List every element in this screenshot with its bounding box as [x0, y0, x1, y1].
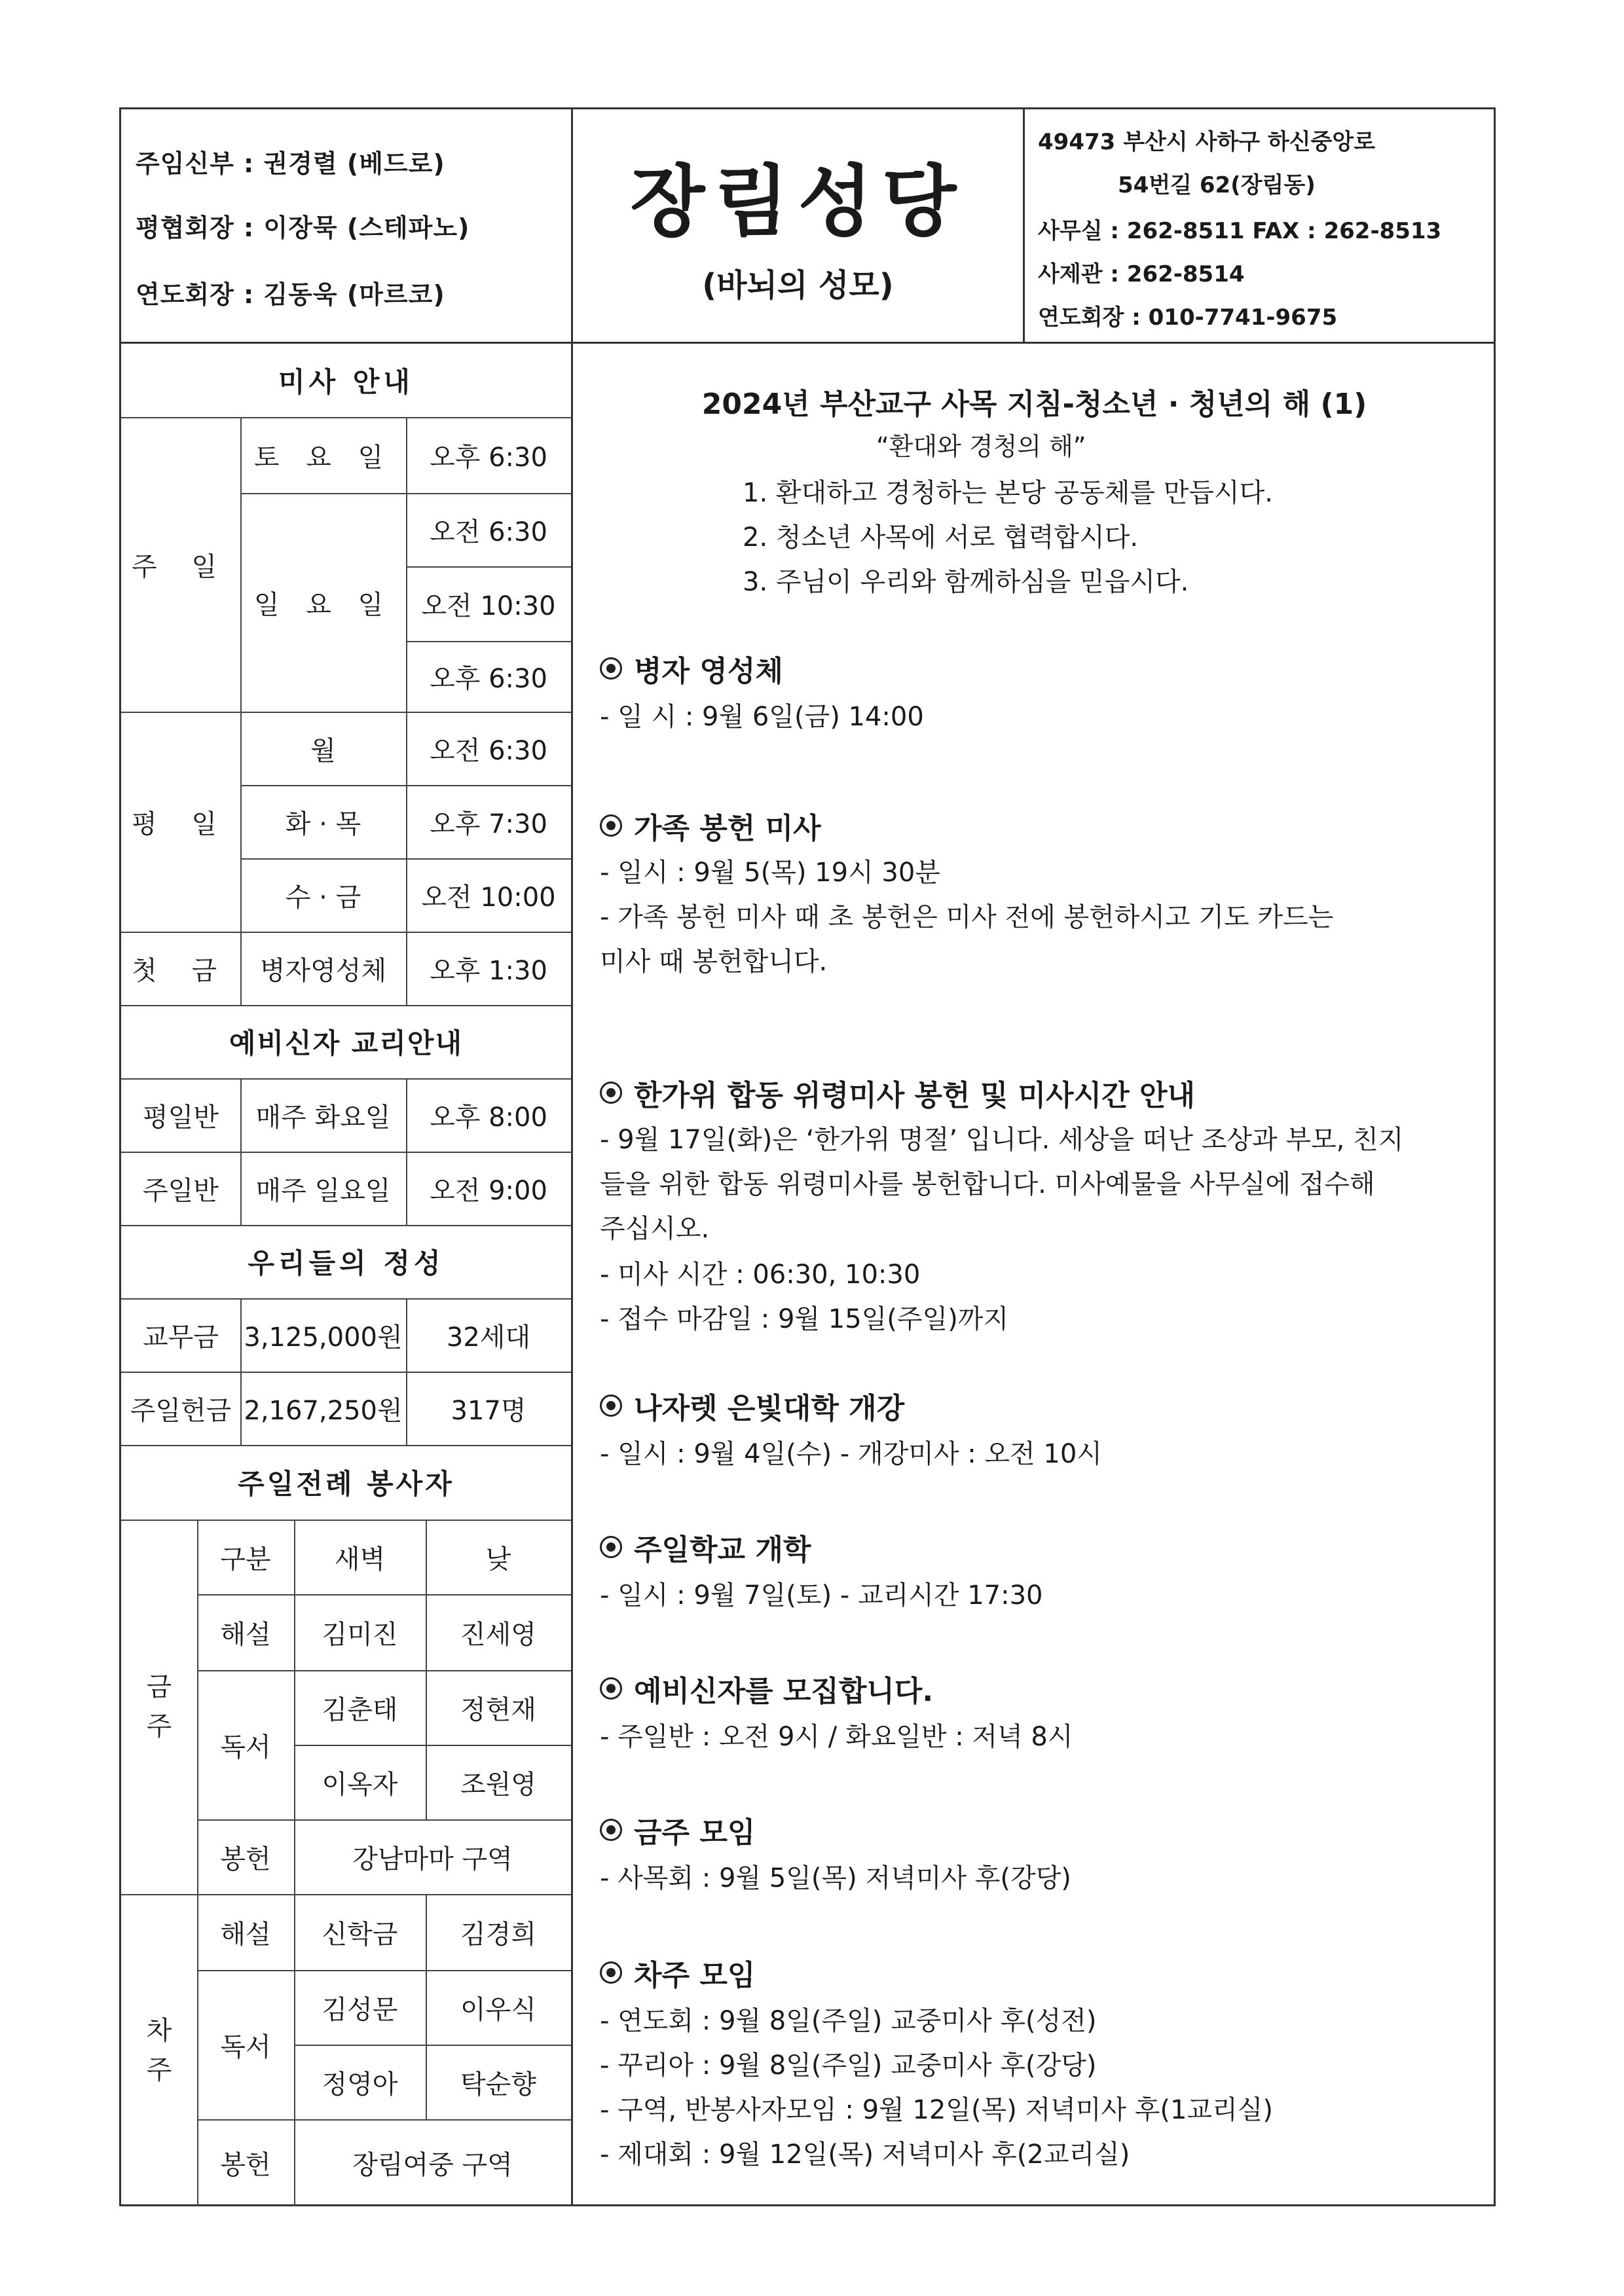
rectory-phone: 사제관 : 262-8514 [1038, 261, 1245, 287]
office-phone: 사무실 : 262-8511 FAX : 262-8513 [1038, 218, 1442, 244]
notice-line: - 일시 : 9월 5(목) 19시 30분 [600, 858, 940, 888]
bullet-icon [600, 1677, 622, 1700]
church-name: 장림성당 [630, 156, 966, 247]
server-name: 신학금 [322, 1919, 398, 1950]
server-name: 김경희 [460, 1919, 536, 1950]
bullet-icon [600, 1082, 622, 1104]
notice-heading-text: 주일학교 개학 [634, 1533, 811, 1567]
notice-line: 들을 위한 합동 위령미사를 봉헌합니다. 미사예물을 사무실에 접수해 [600, 1169, 1375, 1199]
first-friday-label: 첫 금 [132, 955, 230, 986]
servers-header-dawn: 새벽 [334, 1544, 386, 1575]
offerings-title: 우리들의 정성 [248, 1247, 445, 1279]
catechumen-class-day: 매주 일요일 [255, 1175, 391, 1206]
sunday-day-label: 일 요 일 [253, 589, 393, 620]
weekday-day: 수 · 금 [285, 882, 361, 913]
weekday-time: 오전 10:00 [421, 882, 556, 913]
mass-guide-title: 미사 안내 [278, 366, 414, 398]
saturday-label: 토 요 일 [253, 442, 393, 473]
sunday-mass-time: 오전 10:30 [421, 591, 556, 621]
notice-heading-text: 병자 영성체 [634, 655, 783, 688]
notice-line: - 미사 시간 : 06:30, 10:30 [600, 1260, 921, 1290]
contact-panel [1025, 109, 1494, 344]
bullet-icon [600, 1819, 622, 1841]
pastoral-subtitle: “환대와 경청의 해” [876, 432, 1086, 461]
weekday-day: 화 · 목 [285, 809, 361, 839]
pastoral-item: 2. 청소년 사목에 서로 협력합시다. [743, 522, 1139, 553]
offering-label: 교무금 [143, 1322, 219, 1353]
bullet-icon [600, 1394, 622, 1417]
server-name: 이우식 [460, 1994, 536, 2025]
weekday-time: 오후 7:30 [430, 809, 547, 839]
notice-heading [600, 1526, 811, 1568]
servers-header-day: 낮 [485, 1544, 511, 1575]
officers-panel [121, 109, 573, 344]
server-name: 탁순향 [460, 2069, 536, 2100]
catechumen-class-time: 오후 8:00 [430, 1102, 547, 1133]
notice-line: - 주일반 : 오전 9시 / 화요일반 : 저녁 8시 [600, 1722, 1073, 1752]
notice-heading-text: 나자렛 은빛대학 개강 [634, 1392, 905, 1425]
this-week-label: 금 주 [146, 1672, 172, 1741]
server-name: 정영아 [322, 2069, 398, 2100]
sunday-mass-time: 오후 6:30 [430, 663, 547, 694]
notice-line: - 제대회 : 9월 12일(목) 저녁미사 후(2교리실) [600, 2140, 1130, 2170]
commentary-label: 해설 [220, 1919, 271, 1950]
officer-requiem-president: 연도회장 : 김동욱 (마르코) [136, 280, 445, 309]
notice-heading [600, 1667, 933, 1709]
catechumen-class-time: 오전 9:00 [430, 1175, 547, 1206]
offering-duty-group: 장림여중 구역 [352, 2150, 513, 2180]
notice-line: - 접수 마감일 : 9월 15일(주일)까지 [600, 1304, 1009, 1334]
notice-heading-text: 가족 봉헌 미사 [634, 812, 821, 845]
reading-label: 독서 [220, 1732, 271, 1762]
address-line: 49473 부산시 사하구 하신중앙로 [1038, 129, 1376, 155]
notice-line: 주십시오. [600, 1214, 710, 1244]
notice-line: - 가족 봉헌 미사 때 초 봉헌은 미사 전에 봉헌하시고 기도 카드는 [600, 902, 1334, 932]
notice-heading [600, 1952, 755, 1994]
notice-line: - 사목회 : 9월 5일(목) 저녁미사 후(강당) [600, 1863, 1071, 1893]
officer-council-president: 평협회장 : 이장묵 (스테파노) [136, 213, 470, 242]
notice-heading [600, 647, 783, 689]
notice-line: - 일시 : 9월 4일(수) - 개강미사 : 오전 10시 [600, 1439, 1102, 1469]
offering-duty-label: 봉헌 [220, 2150, 271, 2180]
bullet-icon [600, 814, 622, 837]
next-week-label: 차 주 [146, 2015, 172, 2085]
weekday-day: 월 [310, 735, 336, 766]
church-title-panel [573, 109, 1025, 344]
pastoral-item: 3. 주님이 우리와 함께하심을 믿읍시다. [743, 567, 1189, 597]
servers-header-category: 구분 [220, 1544, 271, 1575]
bullet-icon [600, 657, 622, 680]
notice-heading [600, 1385, 904, 1427]
notice-line: - 구역, 반봉사자모임 : 9월 12일(목) 저녁미사 후(1교리실) [600, 2095, 1274, 2125]
catechumen-title: 예비신자 교리안내 [229, 1027, 464, 1059]
notice-line: - 연도회 : 9월 8일(주일) 교중미사 후(성전) [600, 2006, 1097, 2036]
requiem-phone: 연도회장 : 010-7741-9675 [1038, 304, 1338, 331]
notice-heading [600, 805, 821, 847]
notice-heading-text: 예비신자를 모집합니다. [634, 1675, 934, 1708]
server-name: 이옥자 [322, 1769, 398, 1800]
church-subtitle: (바뇌의 성모) [702, 267, 894, 304]
notice-heading-text: 차주 모임 [634, 1959, 756, 1992]
server-name: 정현재 [460, 1694, 536, 1725]
offering-amount: 3,125,000원 [244, 1322, 403, 1353]
notice-heading-text: 한가위 합동 위령미사 봉헌 및 미사시간 안내 [634, 1079, 1195, 1112]
pastoral-title: 2024년 부산교구 사목 지침-청소년 · 청년의 해 (1) [701, 388, 1367, 421]
first-friday-time: 오후 1:30 [430, 955, 547, 986]
offering-label: 주일헌금 [130, 1395, 232, 1426]
notice-heading-text: 금주 모임 [634, 1816, 756, 1850]
weekday-time: 오전 6:30 [430, 735, 547, 766]
offering-amount: 2,167,250원 [244, 1395, 403, 1426]
catechumen-class-label: 평일반 [143, 1102, 219, 1133]
notice-line: - 꾸리아 : 9월 8일(주일) 교중미사 후(강당) [600, 2050, 1097, 2081]
notice-line: - 9월 17일(화)은 ‘한가위 명절’ 입니다. 세상을 떠난 조상과 부모, 친지 [600, 1125, 1404, 1155]
notice-line: - 일 시 : 9월 6일(금) 14:00 [600, 702, 924, 732]
reading-label: 독서 [220, 2032, 271, 2062]
server-name: 진세영 [460, 1619, 536, 1650]
servers-title: 주일전례 봉사자 [238, 1468, 454, 1500]
notice-line: 미사 때 봉헌합니다. [600, 947, 828, 977]
address-line: 54번길 62(장림동) [1118, 172, 1316, 198]
saturday-mass-time: 오후 6:30 [430, 442, 547, 473]
first-friday-item: 병자영성체 [259, 955, 387, 986]
notice-heading [600, 1809, 755, 1851]
weekday-label: 평 일 [132, 809, 230, 839]
sunday-label: 주 일 [132, 551, 230, 582]
commentary-label: 해설 [220, 1619, 271, 1650]
schedule-column [121, 344, 573, 2206]
offering-count: 317명 [451, 1395, 526, 1426]
server-name: 김성문 [322, 1994, 398, 2025]
notice-line: - 일시 : 9월 7일(토) - 교리시간 17:30 [600, 1580, 1043, 1611]
officer-pastor: 주임신부 : 권경렬 (베드로) [136, 149, 445, 178]
bullet-icon [600, 1536, 622, 1558]
notice-heading [600, 1072, 1195, 1114]
offering-duty-label: 봉헌 [220, 1844, 271, 1874]
pastoral-item: 1. 환대하고 경청하는 본당 공동체를 만듭시다. [743, 478, 1273, 508]
server-name: 김미진 [322, 1619, 398, 1650]
server-name: 조원영 [460, 1769, 536, 1800]
offering-duty-group: 강남마마 구역 [352, 1844, 513, 1874]
catechumen-class-label: 주일반 [143, 1175, 219, 1206]
sunday-mass-time: 오전 6:30 [430, 517, 547, 547]
server-name: 김춘태 [322, 1694, 398, 1725]
offering-count: 32세대 [446, 1322, 531, 1353]
bulletin-frame [119, 107, 1496, 2206]
bullet-icon [600, 1961, 622, 1984]
catechumen-class-day: 매주 화요일 [255, 1102, 391, 1133]
notices-column [575, 344, 1494, 2206]
